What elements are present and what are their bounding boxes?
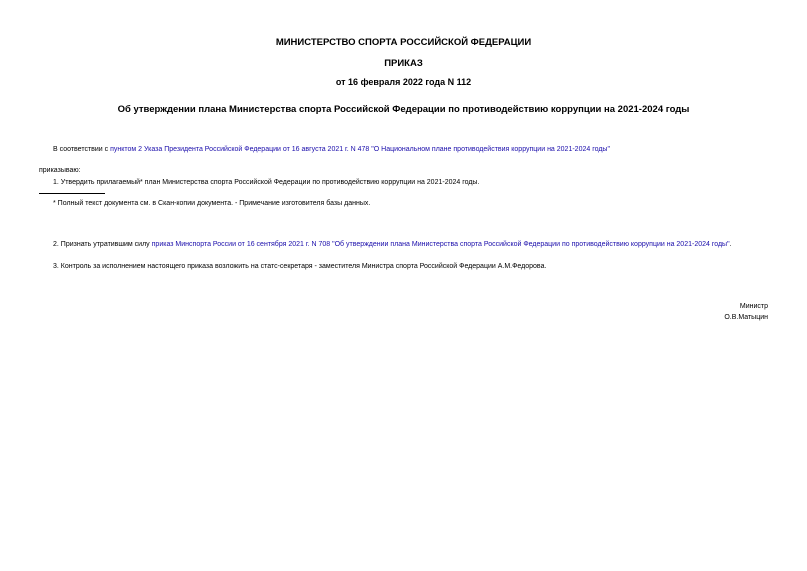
ministry-heading: МИНИСТЕРСТВО СПОРТА РОССИЙСКОЙ ФЕДЕРАЦИИ [275,37,532,48]
repealed-order-link[interactable]: приказ Минспорта России от 16 сентября 2021 г. N 708 "Об утверждении плана Министерства спорта Российской Федерации по противодействию коррупции на 2021-2024 годы" [151,241,730,248]
document-type: ПРИКАЗ [384,58,423,69]
item-1: 1. Утвердить прилагаемый* план Министерства спорта Российской Федерации по противодействию коррупции на 2021-2024 годы. [53,179,480,186]
basis-paragraph [53,145,610,154]
basis-prefix: В соответствии с [53,146,111,153]
item-2 [53,240,732,249]
item-2-prefix: 2. Признать утратившим силу [53,241,152,248]
item-2-suffix: . [729,241,732,248]
document-title: Об утверждении плана Министерства спорта Российской Федерации по противодействию коррупции на 2021-2024 годы [117,104,690,115]
item-3: 3. Контроль за исполнением настоящего приказа возложить на статс-секретаря - заместителя Министра спорта Российской Федерации А.М.Федорова. [53,263,547,270]
document-date-number: от 16 февраля 2022 года N 112 [335,77,472,87]
footnote-divider [39,193,105,194]
decree-link[interactable]: пунктом 2 Указа Президента Российской Федерации от 16 августа 2021 г. N 478 "О Национальном плане противодействия коррупции на 2021-2024 годы" [110,146,610,153]
signatory-title: Министр [739,303,768,310]
footnote: * Полный текст документа см. в Скан-копии документа. - Примечание изготовителя базы данных. [53,200,371,207]
order-word: приказываю: [39,167,81,174]
signatory-name: О.В.Матыцин [724,314,768,321]
